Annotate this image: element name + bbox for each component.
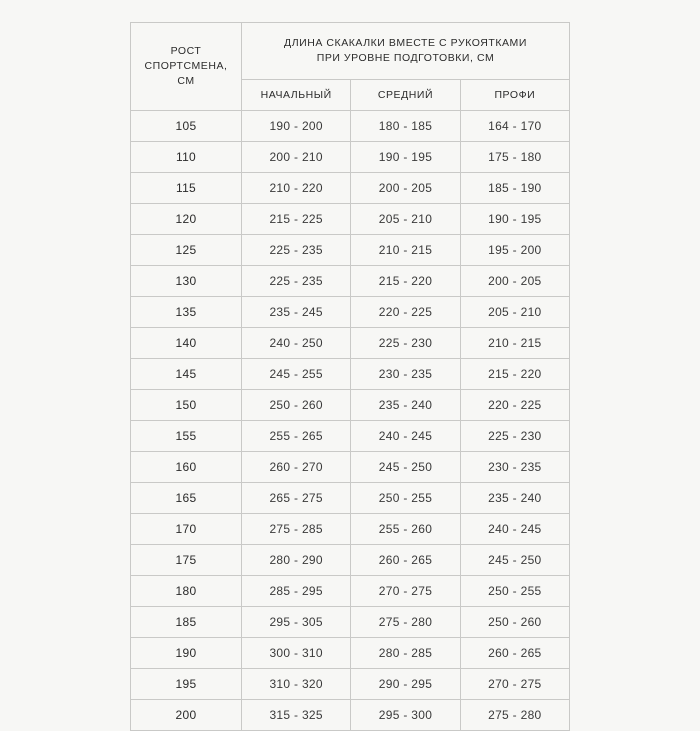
header-athlete-height	[131, 23, 242, 111]
cell-medium: 295 - 300	[351, 700, 460, 731]
cell-height: 200	[131, 700, 242, 731]
cell-beginner: 240 - 250	[242, 328, 351, 359]
cell-pro: 164 - 170	[460, 111, 569, 142]
cell-pro: 175 - 180	[460, 142, 569, 173]
cell-medium: 235 - 240	[351, 390, 460, 421]
header-level-medium: СРЕДНИЙ	[351, 80, 460, 111]
cell-height: 130	[131, 266, 242, 297]
cell-beginner: 310 - 320	[242, 669, 351, 700]
cell-pro: 250 - 255	[460, 576, 569, 607]
cell-beginner: 210 - 220	[242, 173, 351, 204]
cell-height: 160	[131, 452, 242, 483]
cell-pro: 260 - 265	[460, 638, 569, 669]
cell-height: 180	[131, 576, 242, 607]
cell-medium: 275 - 280	[351, 607, 460, 638]
table-body	[131, 111, 570, 731]
header-row-main	[131, 23, 570, 80]
cell-beginner: 235 - 245	[242, 297, 351, 328]
cell-beginner: 245 - 255	[242, 359, 351, 390]
cell-height: 135	[131, 297, 242, 328]
table-row	[131, 576, 570, 607]
table-row	[131, 173, 570, 204]
jump-rope-size-table	[130, 22, 570, 731]
cell-beginner: 300 - 310	[242, 638, 351, 669]
cell-height: 120	[131, 204, 242, 235]
cell-medium: 215 - 220	[351, 266, 460, 297]
table-row	[131, 111, 570, 142]
cell-medium: 205 - 210	[351, 204, 460, 235]
cell-medium: 245 - 250	[351, 452, 460, 483]
cell-pro: 240 - 245	[460, 514, 569, 545]
cell-beginner: 200 - 210	[242, 142, 351, 173]
table-row	[131, 266, 570, 297]
cell-height: 115	[131, 173, 242, 204]
cell-height: 155	[131, 421, 242, 452]
cell-beginner: 250 - 260	[242, 390, 351, 421]
cell-beginner: 315 - 325	[242, 700, 351, 731]
cell-height: 140	[131, 328, 242, 359]
table-row	[131, 452, 570, 483]
cell-medium: 220 - 225	[351, 297, 460, 328]
cell-pro: 225 - 230	[460, 421, 569, 452]
cell-medium: 240 - 245	[351, 421, 460, 452]
cell-pro: 185 - 190	[460, 173, 569, 204]
table-row	[131, 421, 570, 452]
cell-beginner: 225 - 235	[242, 266, 351, 297]
cell-medium: 280 - 285	[351, 638, 460, 669]
cell-pro: 220 - 225	[460, 390, 569, 421]
table-row	[131, 669, 570, 700]
table-row	[131, 638, 570, 669]
table-row	[131, 235, 570, 266]
table-row	[131, 483, 570, 514]
cell-height: 175	[131, 545, 242, 576]
cell-medium: 190 - 195	[351, 142, 460, 173]
cell-pro: 215 - 220	[460, 359, 569, 390]
cell-pro: 190 - 195	[460, 204, 569, 235]
header-athlete-height-line3: СМ	[177, 75, 195, 88]
header-athlete-height-line1: РОСТ	[170, 44, 202, 57]
cell-height: 195	[131, 669, 242, 700]
cell-height: 170	[131, 514, 242, 545]
cell-pro: 245 - 250	[460, 545, 569, 576]
cell-height: 145	[131, 359, 242, 390]
cell-height: 150	[131, 390, 242, 421]
cell-medium: 225 - 230	[351, 328, 460, 359]
cell-height: 110	[131, 142, 242, 173]
header-athlete-height-line2: СПОРТСМЕНА,	[144, 59, 228, 72]
cell-height: 105	[131, 111, 242, 142]
cell-beginner: 260 - 270	[242, 452, 351, 483]
cell-medium: 270 - 275	[351, 576, 460, 607]
cell-beginner: 255 - 265	[242, 421, 351, 452]
header-rope-length-line1: ДЛИНА СКАКАЛКИ ВМЕСТЕ С РУКОЯТКАМИ	[284, 36, 527, 49]
header-rope-length	[242, 23, 570, 80]
cell-beginner: 215 - 225	[242, 204, 351, 235]
cell-medium: 260 - 265	[351, 545, 460, 576]
cell-medium: 200 - 205	[351, 173, 460, 204]
cell-pro: 230 - 235	[460, 452, 569, 483]
table-row	[131, 607, 570, 638]
table-row	[131, 545, 570, 576]
cell-pro: 270 - 275	[460, 669, 569, 700]
cell-height: 165	[131, 483, 242, 514]
cell-beginner: 280 - 290	[242, 545, 351, 576]
cell-beginner: 225 - 235	[242, 235, 351, 266]
table-row	[131, 390, 570, 421]
cell-pro: 250 - 260	[460, 607, 569, 638]
cell-beginner: 190 - 200	[242, 111, 351, 142]
cell-pro: 275 - 280	[460, 700, 569, 731]
cell-pro: 210 - 215	[460, 328, 569, 359]
header-rope-length-line2: ПРИ УРОВНЕ ПОДГОТОВКИ, СМ	[316, 52, 495, 64]
cell-beginner: 295 - 305	[242, 607, 351, 638]
cell-pro: 205 - 210	[460, 297, 569, 328]
table-row	[131, 514, 570, 545]
table-row	[131, 142, 570, 173]
cell-beginner: 265 - 275	[242, 483, 351, 514]
cell-medium: 250 - 255	[351, 483, 460, 514]
cell-medium: 255 - 260	[351, 514, 460, 545]
table-row	[131, 359, 570, 390]
cell-pro: 200 - 205	[460, 266, 569, 297]
cell-height: 125	[131, 235, 242, 266]
cell-medium: 210 - 215	[351, 235, 460, 266]
header-level-pro: ПРОФИ	[460, 80, 569, 111]
cell-beginner: 285 - 295	[242, 576, 351, 607]
cell-pro: 195 - 200	[460, 235, 569, 266]
table-row	[131, 328, 570, 359]
table-row	[131, 204, 570, 235]
table-row	[131, 700, 570, 731]
cell-beginner: 275 - 285	[242, 514, 351, 545]
cell-pro: 235 - 240	[460, 483, 569, 514]
table-header	[131, 23, 570, 111]
table-row	[131, 297, 570, 328]
cell-medium: 230 - 235	[351, 359, 460, 390]
cell-height: 190	[131, 638, 242, 669]
header-level-beginner: НАЧАЛЬНЫЙ	[242, 80, 351, 111]
cell-medium: 180 - 185	[351, 111, 460, 142]
cell-medium: 290 - 295	[351, 669, 460, 700]
cell-height: 185	[131, 607, 242, 638]
